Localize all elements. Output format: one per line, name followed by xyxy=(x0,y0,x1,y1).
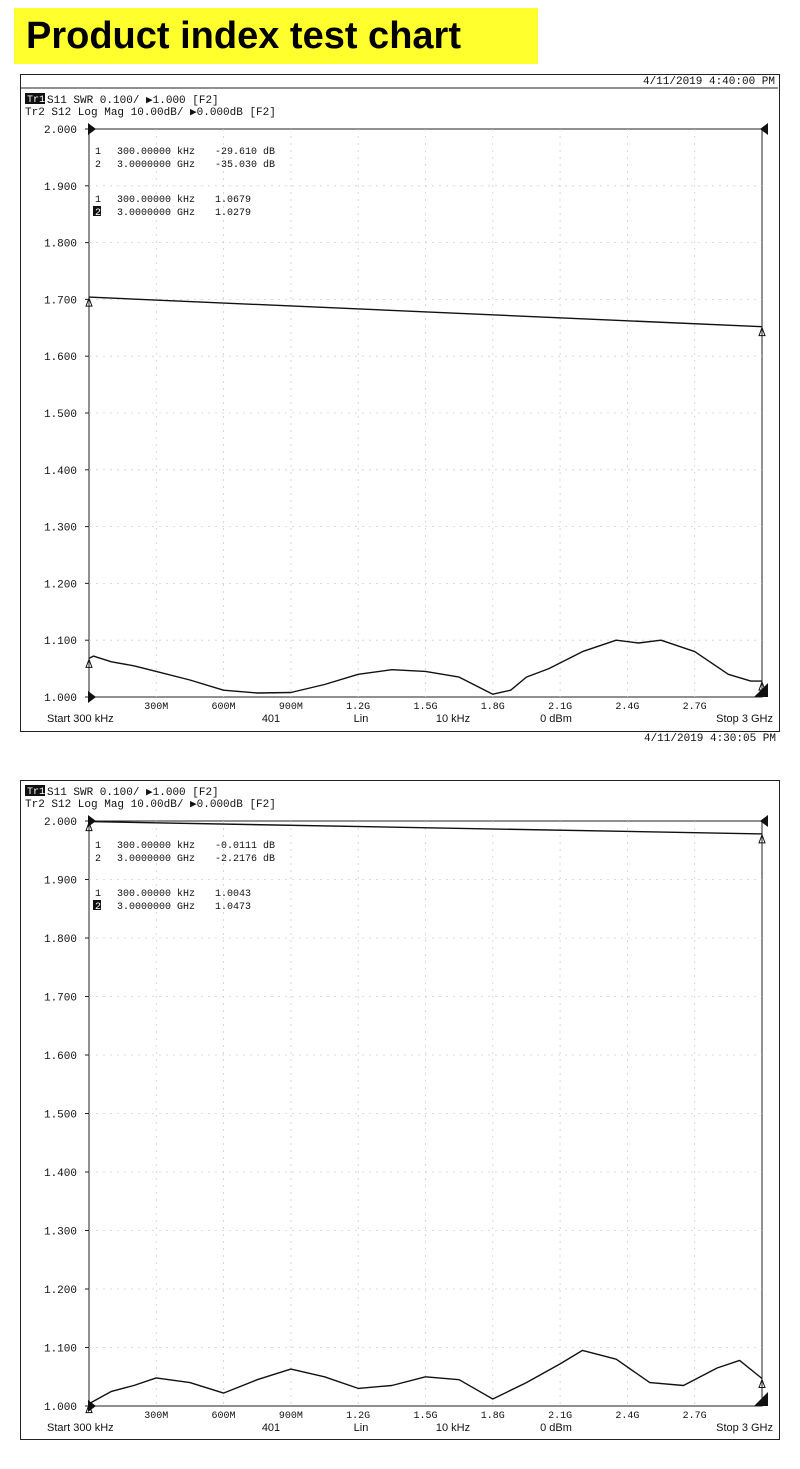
y-tick-label: 1.200 xyxy=(43,1285,77,1297)
x-tick-label: 300M xyxy=(144,702,169,713)
x-tick-label: 2.7G xyxy=(682,702,707,713)
trace2-header: Tr2 S12 Log Mag 10.00dB/ ▶0.000dB [F2] xyxy=(25,799,276,811)
chart-2-svg xyxy=(21,781,778,1438)
footer-sweep-type: Lin xyxy=(353,713,369,725)
timestamp-bottom: 4/11/2019 4:30:05 PM xyxy=(643,733,776,745)
footer-start: Start 300 kHz xyxy=(47,1422,114,1434)
marker-id: 2 xyxy=(95,854,102,865)
y-tick-label: 1.000 xyxy=(43,693,77,705)
trace1-tag: Tr1 xyxy=(27,95,46,106)
x-tick-label: 1.8G xyxy=(480,1411,505,1422)
x-tick-label: 2.4G xyxy=(615,1411,640,1422)
trace1-tag: Tr1 xyxy=(27,787,46,798)
marker-frequency: 3.0000000 GHz xyxy=(117,160,196,171)
x-tick-label: 1.5G xyxy=(413,702,438,713)
footer-power: 0 dBm xyxy=(540,713,572,725)
x-tick-label: 1.5G xyxy=(413,1411,438,1422)
y-tick-label: 1.800 xyxy=(43,934,77,946)
reference-arrow-right-icon xyxy=(760,123,768,135)
trace-s12-line xyxy=(89,822,762,834)
reference-arrow-right-icon xyxy=(760,815,768,827)
footer-sweep-type: Lin xyxy=(353,1422,369,1434)
chart-1-svg xyxy=(21,75,778,730)
y-tick-label: 1.400 xyxy=(43,465,77,478)
marker-frequency: 300.00000 kHz xyxy=(117,841,196,852)
x-tick-label: 900M xyxy=(278,1411,303,1422)
trace1-header: S11 SWR 0.100/ ▶1.000 [F2] xyxy=(47,787,219,799)
x-tick-label: 600M xyxy=(211,702,236,713)
marker-frequency: 3.0000000 GHz xyxy=(117,208,196,219)
y-tick-label: 1.500 xyxy=(43,409,77,421)
footer-power: 0 dBm xyxy=(540,1422,572,1434)
y-tick-label: 2.000 xyxy=(43,125,77,137)
y-tick-label: 1.400 xyxy=(43,1168,77,1180)
trace1-header: S11 SWR 0.100/ ▶1.000 [F2] xyxy=(47,95,219,107)
x-tick-label: 1.8G xyxy=(480,702,505,713)
x-tick-label: 2.1G xyxy=(548,702,573,713)
timestamp-top: 4/11/2019 4:40:00 PM xyxy=(642,76,775,88)
footer-points: 401 xyxy=(261,713,281,725)
y-tick-label: 1.600 xyxy=(43,1051,77,1063)
reference-arrow-right-bottom-icon xyxy=(754,1392,768,1406)
trace2-header: Tr2 S12 Log Mag 10.00dB/ ▶0.000dB [F2] xyxy=(25,107,276,119)
y-tick-label: 1.700 xyxy=(43,992,77,1005)
y-tick-label: 1.500 xyxy=(43,1109,77,1122)
x-tick-label: 1.2G xyxy=(346,702,371,713)
marker-id: 2 xyxy=(95,208,102,219)
footer-stop: Stop 3 GHz xyxy=(716,1422,773,1434)
y-tick-label: 1.600 xyxy=(43,352,77,365)
chart-panel-1 xyxy=(20,74,780,732)
reference-arrow-left-bottom-icon xyxy=(88,691,96,703)
marker-id: 1 xyxy=(95,147,102,158)
marker-id: 1 xyxy=(95,841,102,852)
marker-value: -29.610 dB xyxy=(215,147,276,158)
marker-value: 1.0473 xyxy=(215,902,252,913)
marker-value: 1.0043 xyxy=(215,889,252,900)
marker-value: 1.0679 xyxy=(215,195,252,206)
marker-value: -2.2176 dB xyxy=(215,854,276,865)
y-tick-label: 1.300 xyxy=(43,1226,77,1239)
trace-s12-line xyxy=(89,297,762,327)
x-tick-label: 300M xyxy=(144,1411,169,1422)
marker-frequency: 3.0000000 GHz xyxy=(117,902,196,913)
footer-ifbw: 10 kHz xyxy=(435,713,471,725)
marker-value: -0.0111 dB xyxy=(215,841,276,852)
y-tick-label: 1.300 xyxy=(43,522,77,535)
reference-arrow-left-icon xyxy=(88,123,96,135)
banner-title: Product index test chart xyxy=(26,15,461,57)
y-tick-label: 1.100 xyxy=(43,636,77,649)
marker-frequency: 300.00000 kHz xyxy=(117,195,196,206)
y-tick-label: 1.700 xyxy=(43,295,77,308)
x-tick-label: 1.2G xyxy=(346,1411,371,1422)
marker-id: 1 xyxy=(95,889,102,900)
marker-frequency: 300.00000 kHz xyxy=(117,147,196,158)
marker-id: 2 xyxy=(95,160,102,171)
y-tick-label: 1.900 xyxy=(43,181,77,194)
footer-ifbw: 10 kHz xyxy=(435,1422,471,1434)
y-tick-label: 1.900 xyxy=(43,875,77,888)
marker-value: -35.030 dB xyxy=(215,160,276,171)
marker-id: 1 xyxy=(95,195,102,206)
y-tick-label: 1.000 xyxy=(43,1402,77,1414)
title-banner xyxy=(14,8,538,64)
marker-frequency: 3.0000000 GHz xyxy=(117,854,196,865)
footer-start: Start 300 kHz xyxy=(47,713,114,725)
marker-id: 2 xyxy=(95,902,102,913)
marker-frequency: 300.00000 kHz xyxy=(117,889,196,900)
x-tick-label: 2.1G xyxy=(548,1411,573,1422)
chart-panel-2 xyxy=(20,780,780,1440)
x-tick-label: 600M xyxy=(211,1411,236,1422)
footer-points: 401 xyxy=(261,1422,281,1434)
x-tick-label: 2.7G xyxy=(682,1411,707,1422)
y-tick-label: 2.000 xyxy=(43,817,77,829)
footer-stop: Stop 3 GHz xyxy=(716,713,773,725)
x-tick-label: 2.4G xyxy=(615,702,640,713)
y-tick-label: 1.800 xyxy=(43,238,77,251)
y-tick-label: 1.200 xyxy=(43,579,77,592)
marker-value: 1.0279 xyxy=(215,208,252,219)
y-tick-label: 1.100 xyxy=(43,1343,77,1356)
x-tick-label: 900M xyxy=(278,702,303,713)
